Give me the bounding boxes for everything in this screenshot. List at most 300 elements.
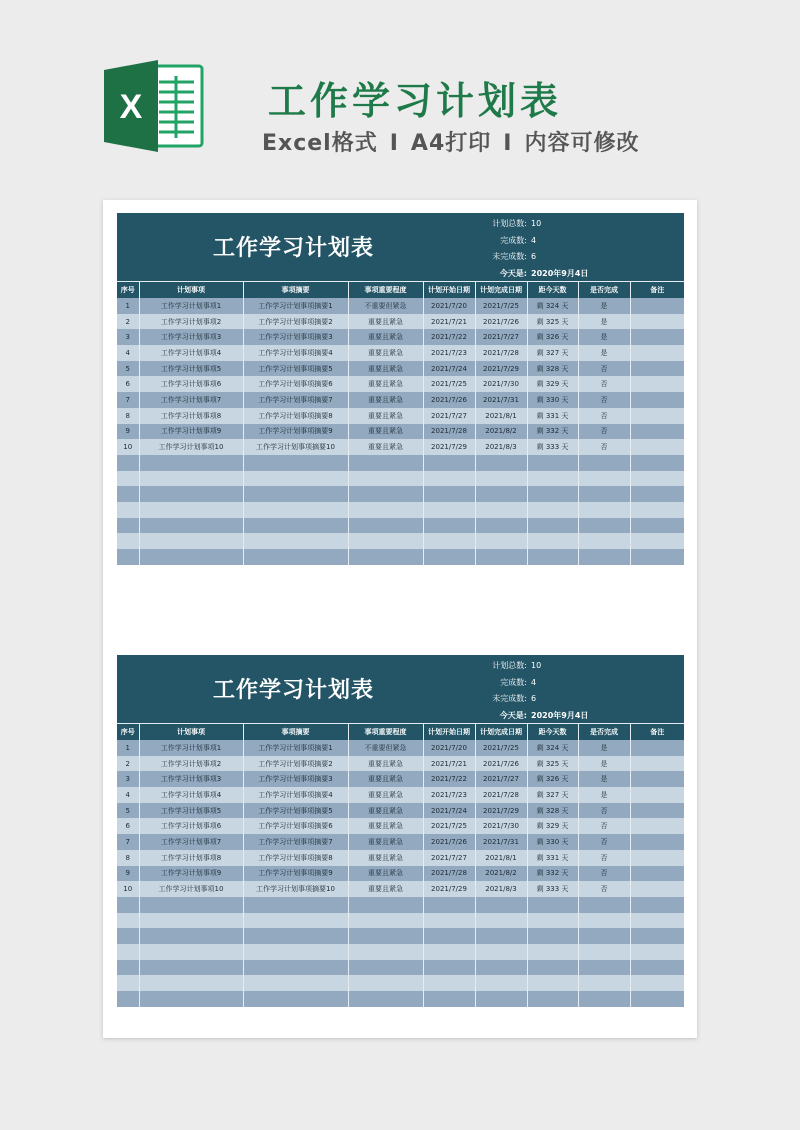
- table-cell[interactable]: 2021/7/29: [423, 439, 475, 455]
- table-cell[interactable]: [527, 471, 578, 487]
- table-cell[interactable]: [578, 991, 630, 1007]
- table-cell[interactable]: 重要且紧急: [348, 392, 423, 408]
- table-cell[interactable]: [630, 502, 684, 518]
- table-cell[interactable]: [423, 533, 475, 549]
- table-cell[interactable]: [527, 944, 578, 960]
- table-cell[interactable]: 工作学习计划事项摘要2: [243, 314, 348, 330]
- table-cell[interactable]: 1: [117, 298, 139, 314]
- table-cell[interactable]: [527, 928, 578, 944]
- table-cell[interactable]: [630, 818, 684, 834]
- table-cell[interactable]: [630, 376, 684, 392]
- table-cell[interactable]: 重要且紧急: [348, 345, 423, 361]
- table-cell[interactable]: [578, 944, 630, 960]
- table-cell[interactable]: [630, 549, 684, 565]
- table-cell[interactable]: 工作学习计划事项摘要5: [243, 361, 348, 377]
- table-cell[interactable]: 是: [578, 740, 630, 756]
- table-cell[interactable]: 不重要但紧急: [348, 740, 423, 756]
- table-cell[interactable]: [475, 486, 527, 502]
- table-cell[interactable]: 2021/7/20: [423, 740, 475, 756]
- table-cell[interactable]: [139, 991, 243, 1007]
- table-cell[interactable]: 剩 331 天: [527, 408, 578, 424]
- table-cell[interactable]: [630, 298, 684, 314]
- table-cell[interactable]: [423, 991, 475, 1007]
- table-cell[interactable]: [423, 455, 475, 471]
- table-cell[interactable]: [348, 549, 423, 565]
- table-cell[interactable]: 剩 325 天: [527, 314, 578, 330]
- table-cell[interactable]: 2: [117, 314, 139, 330]
- table-cell[interactable]: 否: [578, 850, 630, 866]
- table-cell[interactable]: 2021/7/28: [475, 345, 527, 361]
- table-cell[interactable]: [475, 991, 527, 1007]
- table-cell[interactable]: [630, 897, 684, 913]
- table-cell[interactable]: [475, 960, 527, 976]
- table-cell[interactable]: 工作学习计划事项摘要10: [243, 439, 348, 455]
- table-cell[interactable]: 9: [117, 424, 139, 440]
- table-cell[interactable]: [139, 533, 243, 549]
- table-cell[interactable]: [630, 834, 684, 850]
- table-cell[interactable]: 剩 326 天: [527, 771, 578, 787]
- table-cell[interactable]: [578, 518, 630, 534]
- table-cell[interactable]: 剩 329 天: [527, 818, 578, 834]
- table-cell[interactable]: 6: [117, 376, 139, 392]
- table-cell[interactable]: [527, 486, 578, 502]
- table-cell[interactable]: [117, 960, 139, 976]
- table-cell[interactable]: 工作学习计划事项摘要8: [243, 850, 348, 866]
- table-cell[interactable]: [243, 533, 348, 549]
- table-cell[interactable]: [578, 897, 630, 913]
- table-cell[interactable]: 工作学习计划事项9: [139, 424, 243, 440]
- table-cell[interactable]: 5: [117, 361, 139, 377]
- table-cell[interactable]: 2021/7/31: [475, 392, 527, 408]
- table-cell[interactable]: [243, 897, 348, 913]
- table-cell[interactable]: [348, 518, 423, 534]
- table-cell[interactable]: [630, 518, 684, 534]
- table-cell[interactable]: 工作学习计划事项摘要4: [243, 345, 348, 361]
- table-cell[interactable]: 是: [578, 298, 630, 314]
- table-cell[interactable]: [139, 518, 243, 534]
- table-cell[interactable]: [578, 960, 630, 976]
- table-cell[interactable]: [139, 975, 243, 991]
- table-cell[interactable]: [117, 518, 139, 534]
- table-cell[interactable]: 剩 325 天: [527, 756, 578, 772]
- table-cell[interactable]: 工作学习计划事项5: [139, 361, 243, 377]
- table-cell[interactable]: 剩 330 天: [527, 392, 578, 408]
- table-cell[interactable]: 2021/7/25: [423, 376, 475, 392]
- table-cell[interactable]: 工作学习计划事项摘要9: [243, 866, 348, 882]
- table-cell[interactable]: 3: [117, 771, 139, 787]
- table-cell[interactable]: [139, 502, 243, 518]
- table-cell[interactable]: [243, 913, 348, 929]
- table-cell[interactable]: [475, 502, 527, 518]
- table-cell[interactable]: 否: [578, 881, 630, 897]
- table-cell[interactable]: [630, 960, 684, 976]
- table-cell[interactable]: [527, 913, 578, 929]
- table-cell[interactable]: [630, 740, 684, 756]
- table-cell[interactable]: 9: [117, 866, 139, 882]
- table-cell[interactable]: [423, 518, 475, 534]
- table-cell[interactable]: 工作学习计划事项摘要5: [243, 803, 348, 819]
- table-cell[interactable]: 工作学习计划事项3: [139, 329, 243, 345]
- table-cell[interactable]: [243, 518, 348, 534]
- table-cell[interactable]: 否: [578, 834, 630, 850]
- table-cell[interactable]: [475, 897, 527, 913]
- table-cell[interactable]: [139, 913, 243, 929]
- table-cell[interactable]: 工作学习计划事项10: [139, 881, 243, 897]
- table-cell[interactable]: 是: [578, 345, 630, 361]
- table-cell[interactable]: 工作学习计划事项7: [139, 392, 243, 408]
- table-cell[interactable]: [139, 471, 243, 487]
- table-cell[interactable]: [423, 960, 475, 976]
- table-cell[interactable]: [630, 975, 684, 991]
- table-cell[interactable]: [348, 975, 423, 991]
- table-cell[interactable]: 2021/7/30: [475, 818, 527, 834]
- table-cell[interactable]: 工作学习计划事项摘要9: [243, 424, 348, 440]
- table-cell[interactable]: [578, 928, 630, 944]
- table-cell[interactable]: [423, 913, 475, 929]
- table-cell[interactable]: 8: [117, 408, 139, 424]
- table-cell[interactable]: [423, 975, 475, 991]
- table-cell[interactable]: [423, 928, 475, 944]
- table-cell[interactable]: 工作学习计划事项8: [139, 850, 243, 866]
- table-cell[interactable]: 剩 332 天: [527, 424, 578, 440]
- table-cell[interactable]: [348, 944, 423, 960]
- table-cell[interactable]: 2021/8/2: [475, 866, 527, 882]
- table-cell[interactable]: 剩 328 天: [527, 803, 578, 819]
- table-cell[interactable]: 重要且紧急: [348, 408, 423, 424]
- table-cell[interactable]: [630, 771, 684, 787]
- table-cell[interactable]: 否: [578, 408, 630, 424]
- table-cell[interactable]: [630, 756, 684, 772]
- table-cell[interactable]: [348, 897, 423, 913]
- table-cell[interactable]: [423, 471, 475, 487]
- table-cell[interactable]: [630, 345, 684, 361]
- table-cell[interactable]: [630, 471, 684, 487]
- table-cell[interactable]: 2021/7/23: [423, 345, 475, 361]
- table-cell[interactable]: 2021/7/26: [475, 756, 527, 772]
- table-cell[interactable]: 重要且紧急: [348, 834, 423, 850]
- table-cell[interactable]: 工作学习计划事项4: [139, 787, 243, 803]
- table-cell[interactable]: 4: [117, 787, 139, 803]
- table-cell[interactable]: [527, 549, 578, 565]
- table-cell[interactable]: 工作学习计划事项1: [139, 298, 243, 314]
- table-cell[interactable]: [630, 866, 684, 882]
- table-cell[interactable]: 工作学习计划事项摘要6: [243, 376, 348, 392]
- table-cell[interactable]: 2021/8/2: [475, 424, 527, 440]
- table-cell[interactable]: 重要且紧急: [348, 803, 423, 819]
- table-cell[interactable]: [117, 928, 139, 944]
- table-cell[interactable]: [475, 975, 527, 991]
- table-cell[interactable]: 否: [578, 803, 630, 819]
- table-cell[interactable]: [117, 455, 139, 471]
- table-cell[interactable]: [630, 392, 684, 408]
- table-cell[interactable]: 2021/7/25: [423, 818, 475, 834]
- table-cell[interactable]: 2021/7/26: [475, 314, 527, 330]
- table-cell[interactable]: 2021/7/30: [475, 376, 527, 392]
- table-cell[interactable]: [527, 975, 578, 991]
- table-cell[interactable]: 1: [117, 740, 139, 756]
- table-cell[interactable]: [630, 944, 684, 960]
- table-cell[interactable]: [139, 486, 243, 502]
- table-cell[interactable]: [630, 881, 684, 897]
- table-cell[interactable]: 工作学习计划事项2: [139, 314, 243, 330]
- table-cell[interactable]: [578, 975, 630, 991]
- table-cell[interactable]: 否: [578, 866, 630, 882]
- table-cell[interactable]: 剩 331 天: [527, 850, 578, 866]
- table-cell[interactable]: 8: [117, 850, 139, 866]
- table-cell[interactable]: [475, 928, 527, 944]
- table-cell[interactable]: 重要且紧急: [348, 850, 423, 866]
- table-cell[interactable]: 否: [578, 818, 630, 834]
- table-cell[interactable]: [423, 486, 475, 502]
- table-cell[interactable]: 7: [117, 834, 139, 850]
- table-cell[interactable]: 2021/8/3: [475, 881, 527, 897]
- table-cell[interactable]: 2021/7/26: [423, 834, 475, 850]
- table-cell[interactable]: 工作学习计划事项5: [139, 803, 243, 819]
- table-cell[interactable]: [578, 486, 630, 502]
- table-cell[interactable]: [527, 455, 578, 471]
- table-cell[interactable]: 3: [117, 329, 139, 345]
- table-cell[interactable]: [630, 361, 684, 377]
- table-cell[interactable]: 2021/7/23: [423, 787, 475, 803]
- table-cell[interactable]: [243, 502, 348, 518]
- table-cell[interactable]: 剩 329 天: [527, 376, 578, 392]
- table-cell[interactable]: [475, 471, 527, 487]
- table-cell[interactable]: [139, 928, 243, 944]
- table-cell[interactable]: [527, 991, 578, 1007]
- table-cell[interactable]: [243, 975, 348, 991]
- table-cell[interactable]: 是: [578, 787, 630, 803]
- table-cell[interactable]: 重要且紧急: [348, 361, 423, 377]
- table-cell[interactable]: 2021/7/28: [423, 866, 475, 882]
- table-cell[interactable]: 2021/7/28: [423, 424, 475, 440]
- table-cell[interactable]: 工作学习计划事项摘要10: [243, 881, 348, 897]
- table-cell[interactable]: [475, 944, 527, 960]
- table-cell[interactable]: 重要且紧急: [348, 881, 423, 897]
- table-cell[interactable]: 2021/7/27: [475, 771, 527, 787]
- table-cell[interactable]: 2021/7/24: [423, 361, 475, 377]
- table-cell[interactable]: 重要且紧急: [348, 866, 423, 882]
- table-cell[interactable]: 剩 324 天: [527, 740, 578, 756]
- table-cell[interactable]: [578, 471, 630, 487]
- table-cell[interactable]: [423, 549, 475, 565]
- table-cell[interactable]: [243, 471, 348, 487]
- table-cell[interactable]: 重要且紧急: [348, 771, 423, 787]
- table-cell[interactable]: [475, 518, 527, 534]
- table-cell[interactable]: [527, 518, 578, 534]
- table-cell[interactable]: 是: [578, 771, 630, 787]
- table-cell[interactable]: 剩 333 天: [527, 881, 578, 897]
- table-cell[interactable]: 2021/8/1: [475, 850, 527, 866]
- table-cell[interactable]: 重要且紧急: [348, 314, 423, 330]
- table-cell[interactable]: 工作学习计划事项2: [139, 756, 243, 772]
- table-cell[interactable]: [630, 439, 684, 455]
- table-cell[interactable]: 工作学习计划事项8: [139, 408, 243, 424]
- table-cell[interactable]: [630, 803, 684, 819]
- table-cell[interactable]: 2021/8/1: [475, 408, 527, 424]
- table-cell[interactable]: 2021/7/29: [475, 361, 527, 377]
- table-cell[interactable]: 剩 326 天: [527, 329, 578, 345]
- table-cell[interactable]: 剩 324 天: [527, 298, 578, 314]
- table-cell[interactable]: [243, 549, 348, 565]
- table-cell[interactable]: 2021/7/25: [475, 740, 527, 756]
- table-cell[interactable]: 工作学习计划事项摘要7: [243, 392, 348, 408]
- table-cell[interactable]: 是: [578, 756, 630, 772]
- table-cell[interactable]: 工作学习计划事项6: [139, 818, 243, 834]
- table-cell[interactable]: 工作学习计划事项摘要1: [243, 298, 348, 314]
- table-cell[interactable]: 2021/7/24: [423, 803, 475, 819]
- table-cell[interactable]: 2021/7/20: [423, 298, 475, 314]
- table-cell[interactable]: 2021/7/27: [423, 408, 475, 424]
- table-cell[interactable]: [117, 944, 139, 960]
- table-cell[interactable]: 工作学习计划事项6: [139, 376, 243, 392]
- table-cell[interactable]: 否: [578, 361, 630, 377]
- table-cell[interactable]: 重要且紧急: [348, 818, 423, 834]
- table-cell[interactable]: [348, 502, 423, 518]
- table-cell[interactable]: 重要且紧急: [348, 424, 423, 440]
- table-cell[interactable]: 6: [117, 818, 139, 834]
- table-cell[interactable]: [117, 991, 139, 1007]
- table-cell[interactable]: 工作学习计划事项摘要6: [243, 818, 348, 834]
- table-cell[interactable]: 10: [117, 439, 139, 455]
- table-cell[interactable]: [423, 502, 475, 518]
- table-cell[interactable]: [630, 850, 684, 866]
- table-cell[interactable]: 否: [578, 424, 630, 440]
- table-cell[interactable]: 2021/7/25: [475, 298, 527, 314]
- table-cell[interactable]: [578, 502, 630, 518]
- table-cell[interactable]: [630, 408, 684, 424]
- table-cell[interactable]: 工作学习计划事项摘要3: [243, 771, 348, 787]
- table-cell[interactable]: 2021/7/27: [423, 850, 475, 866]
- table-cell[interactable]: 不重要但紧急: [348, 298, 423, 314]
- table-cell[interactable]: 2021/7/22: [423, 329, 475, 345]
- table-cell[interactable]: 2021/7/22: [423, 771, 475, 787]
- table-cell[interactable]: [527, 960, 578, 976]
- table-cell[interactable]: 工作学习计划事项9: [139, 866, 243, 882]
- table-cell[interactable]: 剩 327 天: [527, 787, 578, 803]
- table-cell[interactable]: 7: [117, 392, 139, 408]
- table-cell[interactable]: 工作学习计划事项10: [139, 439, 243, 455]
- table-cell[interactable]: 2021/7/29: [475, 803, 527, 819]
- table-cell[interactable]: 2021/7/21: [423, 314, 475, 330]
- table-cell[interactable]: [117, 913, 139, 929]
- table-cell[interactable]: 2021/7/29: [423, 881, 475, 897]
- table-cell[interactable]: [630, 486, 684, 502]
- table-cell[interactable]: [139, 897, 243, 913]
- table-cell[interactable]: 剩 330 天: [527, 834, 578, 850]
- table-cell[interactable]: 5: [117, 803, 139, 819]
- table-cell[interactable]: [578, 913, 630, 929]
- table-cell[interactable]: [243, 944, 348, 960]
- table-cell[interactable]: [243, 486, 348, 502]
- table-cell[interactable]: 是: [578, 329, 630, 345]
- table-cell[interactable]: [630, 787, 684, 803]
- table-cell[interactable]: 重要且紧急: [348, 756, 423, 772]
- table-cell[interactable]: 2021/7/28: [475, 787, 527, 803]
- table-cell[interactable]: [630, 533, 684, 549]
- table-cell[interactable]: [348, 455, 423, 471]
- table-cell[interactable]: [348, 913, 423, 929]
- table-cell[interactable]: [630, 913, 684, 929]
- table-cell[interactable]: 否: [578, 392, 630, 408]
- table-cell[interactable]: [348, 991, 423, 1007]
- table-cell[interactable]: [527, 533, 578, 549]
- table-cell[interactable]: [475, 913, 527, 929]
- table-cell[interactable]: 否: [578, 376, 630, 392]
- table-cell[interactable]: 是: [578, 314, 630, 330]
- table-cell[interactable]: 2021/7/21: [423, 756, 475, 772]
- table-cell[interactable]: [630, 928, 684, 944]
- table-cell[interactable]: 2021/7/27: [475, 329, 527, 345]
- table-cell[interactable]: 10: [117, 881, 139, 897]
- table-cell[interactable]: 工作学习计划事项摘要1: [243, 740, 348, 756]
- table-cell[interactable]: 工作学习计划事项1: [139, 740, 243, 756]
- table-cell[interactable]: [630, 455, 684, 471]
- table-cell[interactable]: 剩 332 天: [527, 866, 578, 882]
- table-cell[interactable]: 工作学习计划事项7: [139, 834, 243, 850]
- table-cell[interactable]: 重要且紧急: [348, 439, 423, 455]
- table-cell[interactable]: 2: [117, 756, 139, 772]
- table-cell[interactable]: [348, 486, 423, 502]
- table-cell[interactable]: [243, 960, 348, 976]
- table-cell[interactable]: 工作学习计划事项摘要8: [243, 408, 348, 424]
- table-cell[interactable]: [243, 991, 348, 1007]
- table-cell[interactable]: 工作学习计划事项摘要2: [243, 756, 348, 772]
- table-cell[interactable]: 工作学习计划事项4: [139, 345, 243, 361]
- table-cell[interactable]: [423, 944, 475, 960]
- table-cell[interactable]: [348, 928, 423, 944]
- table-cell[interactable]: [578, 533, 630, 549]
- table-cell[interactable]: 工作学习计划事项摘要3: [243, 329, 348, 345]
- table-cell[interactable]: [527, 502, 578, 518]
- table-cell[interactable]: [423, 897, 475, 913]
- table-cell[interactable]: [348, 533, 423, 549]
- table-cell[interactable]: [475, 455, 527, 471]
- table-cell[interactable]: [117, 471, 139, 487]
- table-cell[interactable]: 工作学习计划事项摘要7: [243, 834, 348, 850]
- table-cell[interactable]: 重要且紧急: [348, 787, 423, 803]
- table-cell[interactable]: [578, 455, 630, 471]
- table-cell[interactable]: [117, 975, 139, 991]
- table-cell[interactable]: 剩 327 天: [527, 345, 578, 361]
- table-cell[interactable]: [527, 897, 578, 913]
- table-cell[interactable]: 2021/7/26: [423, 392, 475, 408]
- table-cell[interactable]: [139, 944, 243, 960]
- table-cell[interactable]: [117, 502, 139, 518]
- table-cell[interactable]: [630, 991, 684, 1007]
- table-cell[interactable]: 工作学习计划事项摘要4: [243, 787, 348, 803]
- table-cell[interactable]: 4: [117, 345, 139, 361]
- table-cell[interactable]: 重要且紧急: [348, 329, 423, 345]
- table-cell[interactable]: 否: [578, 439, 630, 455]
- table-cell[interactable]: [348, 960, 423, 976]
- table-cell[interactable]: 剩 333 天: [527, 439, 578, 455]
- table-cell[interactable]: [578, 549, 630, 565]
- table-cell[interactable]: [117, 549, 139, 565]
- table-cell[interactable]: [630, 314, 684, 330]
- table-cell[interactable]: [243, 928, 348, 944]
- table-cell[interactable]: 剩 328 天: [527, 361, 578, 377]
- table-cell[interactable]: [139, 549, 243, 565]
- table-cell[interactable]: [139, 960, 243, 976]
- table-cell[interactable]: 2021/7/31: [475, 834, 527, 850]
- table-cell[interactable]: [630, 329, 684, 345]
- table-cell[interactable]: 2021/8/3: [475, 439, 527, 455]
- table-cell[interactable]: 工作学习计划事项3: [139, 771, 243, 787]
- table-cell[interactable]: [243, 455, 348, 471]
- table-cell[interactable]: [475, 533, 527, 549]
- table-cell[interactable]: [117, 533, 139, 549]
- table-cell[interactable]: [348, 471, 423, 487]
